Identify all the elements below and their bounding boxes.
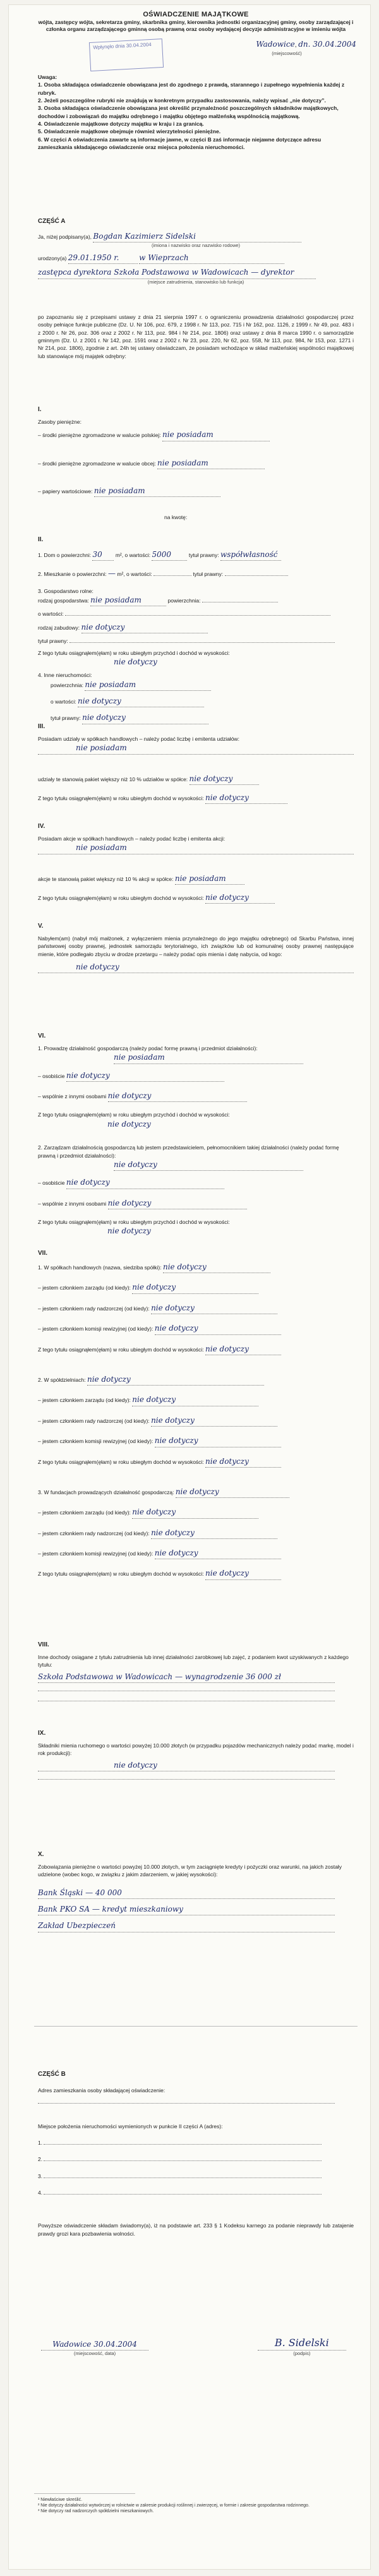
criminal-statement: Powyższe oświadczenie składam świadomy(a), iż na podstawie art. 233 § 1 Kodeksu karnego za podanie nieprawdy lub zatajenie prawdy grozi kara pozbawienia wolności. [38, 2222, 354, 2237]
location-item: 2. [38, 2156, 43, 2163]
date-handwritten: dn. 30.04.2004 [298, 40, 356, 49]
cooperative-name: nie dotyczy [87, 1374, 264, 1386]
farm-kind: nie posiadam [90, 595, 166, 606]
section-3-number: III. [38, 723, 45, 730]
section-8-number: VIII. [38, 1641, 49, 1648]
instruction-item: 3. Osoba składająca oświadczenie obowiązana jest określić przynależność poszczególnych składników majątkowych, dochodów i zobowiązań do majątku odrębnego i majątku objętego małżeńską wspólnością majątkową. [38, 105, 339, 119]
employment-note: (miejsce zatrudnienia, stanowisko lub funkcja) [147, 279, 244, 285]
company-name: nie dotyczy [163, 1262, 270, 1273]
section-6: 1. Prowadzę działalność gospodarczą (należy podać formę prawną i przedmiot działalności): nie posiadam – osobiście nie dotyczy – wspólnie z innymi osobami nie dotyczy Z tego tytułu osiągnąłem(ęłam) w roku ubiegłym przychód i dochód w wysokości: nie dotyczy 2. Zarządzam działalnością gospodarczą lub jestem przedstawicielem, pełnomocnikiem takiej działalności (należy podać formę prawną i przedmiot działalności): nie dotyczy – osobiście nie dotyczy – wspólnie z innymi osobami nie dotyczy Z tego tytułu osiągnąłem(ęłam) w roku ubiegłym przychód i dochód w wysokości: nie dotyczy [38, 1045, 354, 1237]
instruction-item: 5. Oświadczenie majątkowe obejmuje również wierzytelności pieniężne. [38, 128, 221, 135]
signer-name-note: (imiona i nazwisko oraz nazwisko rodowe) [151, 243, 241, 249]
liability-2: Bank PKO SA — kredyt mieszkaniowy [38, 1904, 335, 1915]
signer-name: Bogdan Kazimierz Sidelski [93, 231, 301, 243]
section-6-number: VI. [38, 1033, 46, 1039]
place-label: (miejscowość) [272, 50, 302, 56]
house-value: 5000 [152, 549, 187, 561]
foundation-name: nie dotyczy [176, 1487, 289, 1498]
management-income: nie dotyczy [107, 1226, 151, 1236]
received-stamp: Wpłynęło dnia 30.04.2004 [89, 39, 164, 71]
instructions-label: Uwaga: [38, 74, 57, 80]
location-item: 3. [38, 2172, 43, 2179]
business-type: nie posiadam [114, 1052, 303, 1063]
section-9: Składniki mienia ruchomego o wartości powyżej 10.000 złotych (w przypadku pojazdów mechanicznych należy podać markę, model i rok produkcji): nie dotyczy [38, 1742, 354, 1782]
business-personal: nie dotyczy [66, 1070, 224, 1082]
management-type: nie dotyczy [114, 1159, 303, 1171]
shares-handwritten: nie posiadam [38, 743, 354, 754]
section-5-number: V. [38, 923, 44, 930]
business-joint: nie dotyczy [108, 1091, 247, 1102]
other-value: nie dotyczy [78, 696, 204, 707]
employment-row [38, 267, 354, 286]
house-title: współwłasność [220, 549, 281, 561]
section-5: Nabyłem(am) (nabył mój małżonek, z wyłączeniem mienia przynależnego do jego majątku odrębnego) od Skarbu Państwa, innej państwowej osoby prawnej, jednostek samorządu terytorialnego, ich związków lub od komunalnej osoby prawnej następujące mienie, które podlegało zbyciu w drodze przetargu – należy podać opis mienia i datę nabycia, od kogo: nie dotyczy [38, 935, 354, 973]
document-subtitle: wójta, zastępcy wójta, sekretarza gminy, skarbnika gminy, kierownika jednostki organizacyjnej gminy, osoby zarządzającej i członka organu zarządzającego gminną osobą prawną oraz osoby wydającej decyzje administracyjne w imieniu wójta [38, 19, 354, 33]
business-income: nie dotyczy [107, 1119, 151, 1129]
other-area: nie posiadam [85, 680, 211, 691]
section-2-number: II. [38, 536, 44, 543]
stocks-handwritten: nie posiadam [38, 842, 354, 854]
document-title: OŚWIADCZENIE MAJĄTKOWE [143, 11, 249, 18]
footnote: ³ Nie dotyczy rad nadzorczych spółdzielni mieszkaniowych. [38, 2509, 154, 2514]
document-page: Wpłynęło dnia 30.04.2004 Wadowice, dn. 30.04.2004 (miejscowość) OŚWIADCZENIE MAJĄTKOWE wójta, zastępcy wójta, sekretarza gminy, skarbnika gminy, kierownika jednostki organizacyjnej gminy, osoby zarządzającej i członka organu zarządzającego gminną osobą prawną oraz osoby wydającej decyzje administracyjne w imieniu wójta Uwaga: 1. Osoba składająca oświadczenie obowiązana jest do zgodnego z prawdą, starannego i zupełnego wypełnienia każdej z rubryk. 2. Jeżeli poszczególne rubryki nie znajdują w konkretnym przypadku zastosowania, należy wpisać „nie dotyczy”. 3. Osoba składająca oświadczenie obowiązana jest określić przynależność poszczególnych składników majątkowych, dochodów i zobowiązań do majątku odrębnego i majątku objętego małżeńską wspólnością majątkową. 4. Oświadczenie majątkowe dotyczy majątku w kraju i za granicą. 5. Oświadczenie majątkowe obejmuje również wierzytelności pieniężne. 6. W części A oświadczenia zawarte są informacje jawne, w części B zaś informacje niejawne dotyczące adresu zamieszkania składającego oświadczenie oraz miejsca położenia nieruchomości. CZĘŚĆ A Ja, niżej podpisany(a), Bogdan Kazimierz Sidelski (imiona i nazwisko oraz nazwisko rodowe) urodzony(a) 29.01.1950 r. w Wieprzach zastępca dyrektora Szkoła Podstawowa w Wadowicach — dyrektor (miejsce zatrudnienia, stanowisko lub funkcja) po zapoznaniu się z przepisami ustawy z dnia 21 sierpnia 1997 r. o ograniczeniu prowadzenia działalności gospodarczej przez osoby pełniące funkcje publiczne (Dz. U. Nr 106, poz. 679, z 1998 r. Nr 113, poz. 715 i Nr 162, poz. 1126, z 1999 r. Nr 49, poz. 483 i z 2000 r. Nr 26, poz. 306 oraz z 2002 r. Nr 113, poz. 984 i Nr 214, poz. 1806) oraz ustawy z dnia 8 marca 1990 r. o samorządzie gminnym (Dz. U. z 2001 r. Nr 142, poz. 1591 oraz z 2002 r. Nr 23, poz. 220, Nr 62, poz. 558, Nr 113, poz. 984, Nr 153, poz. 1271 i Nr 214, poz. 1806), zgodnie z art. 24h tej ustawy oświadczam, że posiadam wchodzące w skład małżeńskiej wspólności majątkowej lub stanowiące mój majątek odrębny: I. Zasoby pieniężne: – środki pieniężne zgromadzone w walucie polskiej: nie posiadam – środki pieniężne zgromadzone w walucie obcej: nie posiadam – papiery wartościowe: nie posiadam na kwotę: II. 1. Dom o powierzchni: 30 m², o wartości: 5000 tytuł prawny: współwłasność 2. Mieszkanie o powierzchni: — m², o wartości: tytuł prawny: 3. Gospodarstwo rolne: rodzaj gospodarstwa: nie posiadam powierzchnia: o wartości: rodzaj zabudowy: nie dotyczy tytuł prawny: Z tego tytułu osiągnąłem(ęłam) w roku ubiegłym przychód i dochód w wysokości: nie dotyczy 4. Inne nieruchomości: powierzchnia: nie posiadam o wartości: nie dotyczy tytuł prawny: nie dotyczy III. Posiadam udziały w spółkach handlowych – należy podać liczbę i emitenta udziałów: nie posiadam udziały te stanowią pakiet większy niż 10 % udziałów w spółce: nie dotyczy Z tego tytułu osiągnąłem(ęłam) w roku ubiegłym dochód w wysokości: nie dotyczy IV. Posiadam akcje w spółkach handlowych – należy podać liczbę i emitenta akcji: nie posiadam akcje te stanowią pakiet większy niż 10 % akcji w spółce: nie posiadam Z tego tytułu osiągnąłem(ęłam) w roku ubiegłym dochód w wysokości: nie dotyczy V. Nabyłem(am) (nabył mój małżonek, z wyłączeniem mienia przynależnego do jego majątku odrębnego) od Skarbu Państwa, innej państwowej osoby prawnej, jednostek samorządu terytorialnego, ich związków lub od komunalnej osoby prawnej następujące mienie, które podlegało zbyciu w drodze przetargu – należy podać opis mienia i datę nabycia, od kogo: nie dotyczy VI. 1. Prowadzę działalność gospodarczą (należy podać formę prawną i przedmiot działalności): nie posiadam – osobiście nie dotyczy – wspólnie z innymi osobami nie dotyczy Z tego tytułu osiągnąłem(ęłam) w roku ubiegłym przychód i dochód w wysokości: nie dotyczy 2. Zarządzam działalnością gospodarczą lub jestem przedstawicielem, pełnomocnikiem takiej działalności (należy podać formę prawną i przedmiot działalności): nie dotyczy – osobiście nie dotyczy – wspólnie z innymi osobami nie dotyczy Z tego tytułu osiągnąłem(ęłam) w roku ubiegłym przychód i dochód w wysokości: nie dotyczy VII. 1. W spółkach handlowych (nazwa, siedziba spółki): nie dotyczy – jestem członkiem zarządu (od kiedy): nie dotyczy – jestem członkiem rady nadzorczej (od kiedy): nie dotyczy – jestem członkiem komisji rewizyjnej (od kiedy): nie dotyczy Z tego tytułu osiągnąłem(ęłam) w roku ubiegłym dochód w wysokości: nie dotyczy 2. W spółdzielniach: nie dotyczy – jestem członkiem zarządu (od kiedy): nie dotyczy – jestem członkiem rady nadzorczej (od kiedy): nie dotyczy – jestem członkiem komisji rewizyjnej (od kiedy): nie dotyczy Z tego tytułu osiągnąłem(ęłam) w roku ubiegłym dochód w wysokości: nie dotyczy 3. W fundacjach prowadzących działalność gospodarczą: nie dotyczy – jestem członkiem zarządu (od kiedy): nie dotyczy – jestem członkiem rady nadzorczej (od kiedy): nie dotyczy – jestem członkiem komisji rewizyjnej (od kiedy): nie dotyczy Z tego tytułu osiągnąłem(ęłam) w roku ubiegłym dochód w wysokości: nie dotyczy VIII. Inne dochody osiągane z tytułu zatrudnienia lub innej działalności zarobkowej lub zajęć, z podaniem kwot uzyskiwanych z każdego tytułu: Szkoła Podstawowa w Wadowicach — wynagrodzenie 36 000 zł IX. Składniki mienia ruchomego o wartości powyżej 10.000 złotych (w przypadku pojazdów mechanicznych należy podać markę, model i rok produkcji): nie dotyczy X. Zobowiązania pieniężne o wartości powyżej 10.000 złotych, w tym zaciągnięte kredyty i pożyczki oraz warunki, na jakich zostały udzielone (wobec kogo, w związku z jakim zdarzeniem, w jakiej wysokości): Bank Śląski — 40 000 Bank PKO SA — kredyt mieszkaniowy Zakład Ubezpieczeń CZĘŚĆ B Adres zamieszkania osoby składającej oświadczenie: Miejsce położenia nieruchomości wymienionych w punkcie II części A (adres): 1. 2. 3. 4. Powyższe oświadczenie składam świadomy(a), iż na podstawie art. 233 § 1 Kodeksu karnego za podanie nieprawdy lub zatajenie prawdy grozi kara pozbawienia wolności. Wadowice 30.04.2004 (miejscowość, data) B. Sidelski (podpis) ¹ Niewłaściwe skreślić. ² Nie dotyczy działalności wytwórczej w rolnictwie w zakresie produkcji roślinnej i zwierzęcej, w formie i zakresie gospodarstwa rodzinnego. ³ Nie dotyczy rad nadzorczych spółdzielni mieszkaniowych. [9, 5, 370, 2569]
section-2: 1. Dom o powierzchni: 30 m², o wartości: 5000 tytuł prawny: współwłasność 2. Mieszkanie o powierzchni: — m², o wartości: tytuł prawny: 3. Gospodarstwo rolne: rodzaj gospodarstwa: nie posiadam powierzchnia: o wartości: rodzaj zabudowy: nie dotyczy tytuł prawny: Z tego tytułu osiągnąłem(ęłam) w roku ubiegłym przychód i dochód w wysokości: nie dotyczy 4. Inne nieruchomości: powierzchnia: nie posiadam o wartości: nie dotyczy tytuł prawny: nie dotyczy [38, 549, 354, 724]
management-joint: nie dotyczy [108, 1198, 247, 1209]
instruction-item: 4. Oświadczenie majątkowe dotyczy majątku w kraju i za granicą. [38, 120, 204, 127]
place-handwritten: Wadowice [256, 40, 295, 49]
other-title: nie dotyczy [82, 712, 208, 724]
stocks-10pct: nie posiadam [175, 873, 244, 885]
divider [34, 2026, 358, 2027]
company-income: nie dotyczy [205, 1344, 281, 1355]
company-supervisory: nie dotyczy [151, 1303, 277, 1314]
signer-row: Ja, niżej podpisany(a), Bogdan Kazimierz Sidelski (imiona i nazwisko oraz nazwisko rodowe) [38, 231, 354, 249]
section-10-number: X. [38, 1851, 44, 1858]
born-place: w Wieprzach [139, 253, 284, 264]
company-revision: nie dotyczy [155, 1323, 281, 1334]
signature-block: Wadowice 30.04.2004 (miejscowość, data) B. Sidelski (podpis) [38, 2335, 354, 2359]
part-a-label: CZĘŚĆ A [38, 218, 66, 225]
section-7: 1. W spółkach handlowych (nazwa, siedziba spółki): nie dotyczy – jestem członkiem zarządu (od kiedy): nie dotyczy – jestem członkiem rady nadzorczej (od kiedy): nie dotyczy – jestem członkiem komisji rewizyjnej (od kiedy): nie dotyczy Z tego tytułu osiągnąłem(ęłam) w roku ubiegłym dochód w wysokości: nie dotyczy 2. W spółdzielniach: nie dotyczy – jestem członkiem zarządu (od kiedy): nie dotyczy – jestem członkiem rady nadzorczej (od kiedy): nie dotyczy – jestem członkiem komisji rewizyjnej (od kiedy): nie dotyczy Z tego tytułu osiągnąłem(ęłam) w roku ubiegłym dochód w wysokości: nie dotyczy 3. W fundacjach prowadzących działalność gospodarczą: nie dotyczy – jestem członkiem zarządu (od kiedy): nie dotyczy – jestem członkiem rady nadzorczej (od kiedy): nie dotyczy – jestem członkiem komisji rewizyjnej (od kiedy): nie dotyczy Z tego tytułu osiągnąłem(ęłam) w roku ubiegłym dochód w wysokości: nie dotyczy [38, 1262, 354, 1580]
house-area: 30 [92, 549, 114, 561]
section-9-number: IX. [38, 1730, 46, 1737]
legal-statement: po zapoznaniu się z przepisami ustawy z dnia 21 sierpnia 1997 r. o ograniczeniu prowadzenia działalności gospodarczej przez osoby pełniące funkcje publiczne (Dz. U. Nr 106, poz. 679, z 1998 r. Nr 113, poz. 715 i Nr 162, poz. 1126, z 1999 r. Nr 49, poz. 483 i z 2000 r. Nr 26, poz. 306 oraz z 2002 r. Nr 113, poz. 984 i Nr 214, poz. 1806) oraz ustawy z dnia 8 marca 1990 r. o samorządzie gminnym (Dz. U. z 2001 r. Nr 142, poz. 1591 oraz z 2002 r. Nr 23, poz. 220, Nr 62, poz. 558, Nr 113, poz. 984, Nr 153, poz. 1271 i Nr 214, poz. 1806), zgodnie z art. 24h tej ustawy oświadczam, że posiadam wchodzące w skład małżeńskiej wspólności majątkowej lub stanowiące mój majątek odrębny: [38, 314, 354, 359]
footnote-divider [34, 2493, 135, 2494]
section-8: Inne dochody osiągane z tytułu zatrudnienia lub innej działalności zarobkowej lub zajęć, z podaniem kwot uzyskiwanych z każdego tytułu: Szkoła Podstawowa w Wadowicach — wynagrodzenie 36 000 zł [38, 1653, 354, 1704]
instructions [38, 73, 354, 151]
coop-income: nie dotyczy [205, 1456, 281, 1468]
born-row: urodzony(a) 29.01.1950 r. w Wieprzach [38, 253, 354, 264]
farm-income: nie dotyczy [114, 657, 157, 666]
pln-funds: nie posiadam [162, 429, 270, 441]
liability-1: Bank Śląski — 40 000 [38, 1888, 335, 1899]
section-4-number: IV. [38, 823, 45, 830]
section-4: Posiadam akcje w spółkach handlowych – należy podać liczbę i emitenta akcji: nie posiadam akcje te stanowią pakiet większy niż 10 % akcji w spółce: nie posiadam Z tego tytułu osiągnąłem(ęłam) w roku ubiegłym dochód w wysokości: nie dotyczy [38, 835, 354, 904]
footnote: ¹ Niewłaściwe skreślić. [38, 2498, 83, 2502]
foundation-income: nie dotyczy [205, 1568, 281, 1579]
footnote: ² Nie dotyczy działalności wytwórczej w rolnictwie w zakresie produkcji roślinnej i zwierzęcej, w formie i zakresie gospodarstwa rodzinnego. [38, 2503, 310, 2508]
shares-10pct: nie dotyczy [190, 774, 259, 785]
management-personal: nie dotyczy [66, 1177, 224, 1189]
movable-property: nie dotyczy [38, 1760, 335, 1771]
signature-date: Wadowice 30.04.2004 [41, 2339, 148, 2351]
shares-income: nie dotyczy [205, 793, 287, 804]
foundation-management: nie dotyczy [132, 1507, 258, 1518]
coop-revision: nie dotyczy [155, 1435, 281, 1447]
section-7-number: VII. [38, 1250, 48, 1257]
instruction-item: 6. W części A oświadczenia zawarte są informacje jawne, w części B zaś informacje niejawne dotyczące adresu zamieszkania składającego oświadczenie oraz miejsca położenia nieruchomości. [38, 136, 322, 150]
section-10: Zobowiązania pieniężne o wartości powyżej 10.000 złotych, w tym zaciągnięte kredyty i pożyczki oraz warunki, na jakich zostały udzielone (wobec kogo, w związku z jakim zdarzeniem, w jakiej wysokości): Bank Śląski — 40 000 Bank PKO SA — kredyt mieszkaniowy Zakład Ubezpieczeń [38, 1863, 354, 1932]
section-1: Zasoby pieniężne: – środki pieniężne zgromadzone w walucie polskiej: nie posiadam – środki pieniężne zgromadzone w walucie obcej: nie posiadam – papiery wartościowe: nie posiadam na kwotę: [38, 418, 354, 522]
acquired-property: nie dotyczy [38, 962, 354, 973]
flat-area: — [108, 569, 116, 578]
employment-handwritten: zastępca dyrektora Szkoła Podstawowa w Wadowicach — dyrektor [38, 267, 316, 279]
part-b-label: CZĘŚĆ B [38, 2071, 66, 2078]
securities: nie posiadam [94, 486, 220, 497]
stocks-income: nie dotyczy [205, 892, 275, 904]
foundation-revision: nie dotyczy [155, 1548, 281, 1559]
part-b: Adres zamieszkania osoby składającej oświadczenie: Miejsce położenia nieruchomości wymienionych w punkcie II części A (adres): 1. 2. 3. 4. Powyższe oświadczenie składam świadomy(a), iż na podstawie art. 233 § 1 Kodeksu karnego za podanie nieprawdy lub zatajenie prawdy grozi kara pozbawienia wolności. [38, 2087, 354, 2237]
coop-supervisory: nie dotyczy [151, 1415, 277, 1427]
location-item: 1. [38, 2139, 43, 2146]
other-income: Szkoła Podstawowa w Wadowicach — wynagrodzenie 36 000 zł [38, 1672, 335, 1683]
coop-management: nie dotyczy [132, 1394, 258, 1406]
section-1-number: I. [38, 406, 42, 413]
farm-build: nie dotyczy [81, 622, 208, 633]
fx-funds: nie posiadam [157, 458, 265, 469]
footnotes [38, 2497, 354, 2514]
section-3: Posiadam udziały w spółkach handlowych – należy podać liczbę i emitenta udziałów: nie posiadam udziały te stanowią pakiet większy niż 10 % udziałów w spółce: nie dotyczy Z tego tytułu osiągnąłem(ęłam) w roku ubiegłym dochód w wysokości: nie dotyczy [38, 735, 354, 804]
liability-3: Zakład Ubezpieczeń [38, 1920, 335, 1932]
signature: B. Sidelski [258, 2335, 346, 2351]
instruction-item: 1. Osoba składająca oświadczenie obowiązana jest do zgodnego z prawdą, starannego i zupełnego wypełnienia każdej z rubryk. [38, 81, 345, 96]
instruction-item: 2. Jeżeli poszczególne rubryki nie znajdują w konkretnym przypadku zastosowania, należy wpisać „nie dotyczy”. [38, 97, 326, 104]
born-date: 29.01.1950 r. [68, 253, 138, 264]
company-management: nie dotyczy [132, 1282, 258, 1293]
foundation-supervisory: nie dotyczy [151, 1528, 277, 1539]
location-item: 4. [38, 2189, 43, 2196]
